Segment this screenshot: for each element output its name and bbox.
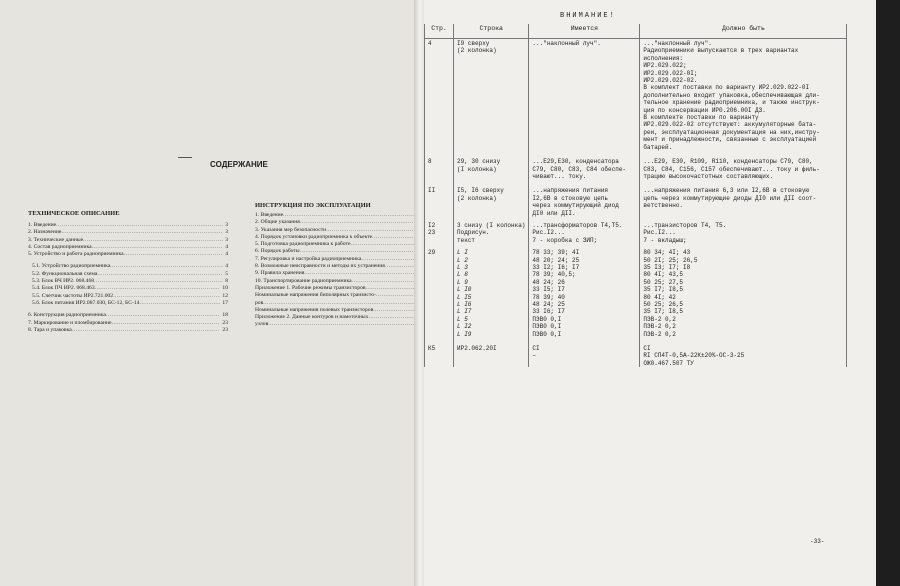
toc-leader [263,300,415,307]
errata-line: 50 25; 26,5 [643,301,684,308]
errata-row [425,186,847,221]
errata-line: Рис.I2... [532,229,565,237]
toc-entry [28,237,228,244]
toc-entry [28,229,228,236]
errata-line: 7 - вкладыш; [643,236,687,244]
errata-line: реи, эксплуатационная документация на них,инстру- [643,128,820,136]
errata-line: L 3 [457,263,468,271]
attention-banner: ВНИМАНИЕ! [560,12,616,20]
errata-line: ИР2.029.022-02. [643,77,698,85]
toc-entry-title: 8. Тара и упаковка [28,326,72,333]
errata-line: 35 I7; I8,5 [643,286,684,294]
errata-row [425,248,847,344]
toc-leader [326,227,415,234]
errata-cell-c2 [454,157,529,186]
toc-entry-page: 23 [222,319,228,326]
errata-cell-c1 [425,221,454,248]
errata-line: L 2 [457,256,468,264]
toc-entry-title: 2. Назначение [28,229,62,236]
errata-line: (2 колонка) [457,47,497,55]
toc-entry-title: 4. Состав радиоприемника [28,243,92,250]
errata-line: 78 33; 39; 4I [532,249,580,257]
left-page [0,0,418,586]
errata-line: 35 I7; I8,5 [643,308,684,316]
tech-description-heading: ТЕХНИЧЕСКОЕ ОПИСАНИЕ [28,210,120,217]
toc-entry-title: 10. Транспортирование радиоприемника [255,277,352,284]
errata-header-row [425,24,847,39]
errata-line: С83, С84, С156, С157 обеспечивают... току и филь- [643,165,820,173]
instructions-toc [255,212,423,329]
errata-line: тельное хранение радиоприемника, и также инструк- [643,99,820,107]
toc-entry-title: 5. Подготовка радиоприемника к работе [255,241,351,248]
errata-cell-c1 [425,157,454,186]
errata-line: ИР2.029.022-02 отсутствуют: аккумуляторные бата- [643,121,817,129]
errata-line: 80 4I; 42 [643,293,676,301]
errata-line: ...напряжения питания 6,3 или I2,6В в стоковую [643,187,810,195]
toc-entry [28,285,228,292]
toc-entry [28,278,228,285]
errata-cell-c4 [640,221,847,248]
errata-row [425,39,847,158]
errata-line: I5, I6 сверху [457,187,504,195]
toc-entry-page: 10 [222,285,228,292]
errata-cell-c2 [454,248,529,344]
errata-line: ИР2.029.022-0I; [643,69,698,77]
errata-line: 33 I6; I7 [532,308,565,316]
errata-line: CI [643,345,651,353]
toc-entry [255,307,423,314]
toc-leader [373,307,415,314]
errata-cell-c3 [529,248,640,344]
errata-cell-c4 [640,248,847,344]
errata-line: L 5 [457,315,468,323]
errata-line: 80 34; 4I; 43 [643,249,691,257]
errata-line: CI [532,345,540,353]
toc-leader [110,263,223,270]
errata-line: ПЭВ-2 0,2 [643,330,676,338]
toc-entry-title: Номинальные напряжения полевых транзисторов [255,306,374,313]
toc-entry-title: 5.5. Счетчик частоты ИР2.721.002 [32,292,114,299]
toc-entry-page: 5 [225,270,228,277]
errata-line: В комплекте поставки по варианту [643,114,759,122]
errata-line: 3 снизу (I колонка) [457,221,526,229]
toc-entry-title: 6. Конструкция радиоприемника [28,312,106,319]
col-page: Стр. [425,24,454,39]
toc-leader [97,271,223,278]
toc-leader [350,241,415,248]
toc-entry-page: 4 [225,251,228,258]
errata-cell-c2 [454,39,529,158]
errata-line: I2 [428,221,436,229]
errata-line: 23 [428,229,436,237]
errata-line: ...Е29,Е30, конденсатора [532,158,619,166]
toc-entry-title: узлов [255,321,269,328]
errata-line: Рис.I2... [643,229,676,237]
toc-entry-title: 5.4. Блок ПЧ ИР2. 068.463 [32,285,95,292]
toc-entry [28,300,228,307]
errata-line: ПЭВ-2 0,2 [643,323,676,331]
toc-entry [255,314,423,321]
errata-line: ДI0 или ДII. [532,209,576,217]
errata-line: L 9 [457,278,468,286]
toc-entry-page: 12 [222,292,228,299]
toc-entry [255,248,423,255]
toc-entry-page: 4 [225,243,228,250]
toc-leader [56,222,223,229]
errata-cell-c3 [529,186,640,221]
contents-title: СОДЕРЖАНИЕ [210,160,268,169]
errata-line: ...Е29, Е30, R109, R110, конденсаторы С79, С80, [643,158,813,166]
toc-leader [113,293,220,300]
toc-entry-title: 5.2. Функциональная схема [32,270,98,277]
errata-line: L I6 [457,301,472,308]
toc-entry-page: 3 [225,236,228,243]
toc-entry-title: 3. Технические данные [28,236,84,243]
errata-line: 33 I2; I6; I7 [532,263,580,271]
toc-leader [83,237,223,244]
errata-line: дополнительно входит упаковка,обеспечивающая дли- [643,91,820,99]
errata-line: I2,6В в стоковую цепь [532,194,609,202]
errata-line: ...напряжения питания [532,187,609,195]
errata-line: через коммутирующий диод [532,202,619,210]
errata-line: 48 24; 25 [532,301,565,308]
errata-line: С79, С80, С83, С84 обеспе- [532,165,627,173]
errata-line: 48 20; 24; 25 [532,256,580,264]
toc-entry-title: 4. Порядок установки радиоприемника к объекте [255,233,373,240]
toc-entry-title: 9. Правила хранения [255,270,305,277]
toc-entry [28,222,228,229]
col-line: Строка [454,24,529,39]
errata-row [425,221,847,248]
errata-line: (2 колонка) [457,194,497,202]
errata-line: (I колонка) [457,165,497,173]
tech-toc [28,222,228,334]
instructions-heading: ИНСТРУКЦИЯ ПО ЭКСПЛУАТАЦИИ [255,202,371,209]
toc-leader [72,327,221,334]
errata-cell-c3 [529,221,640,248]
toc-entry-title: 8. Возможные неисправности и методы их устранения [255,263,385,270]
toc-leader [106,312,221,319]
errata-line: 48 24; 26 [532,278,565,286]
toc-entry-title: 7. Регулировка и настройка радиоприемника [255,255,362,262]
toc-leader [111,320,220,327]
col-correct: Должно быть [640,24,847,39]
toc-leader [268,321,415,328]
divider [178,157,192,158]
toc-entry [255,321,423,328]
errata-cell-c2 [454,221,529,248]
toc-entry-page: 3 [225,222,228,228]
toc-leader [385,263,416,270]
errata-cell-c2 [454,344,529,367]
errata-cell-c3 [529,39,640,158]
errata-line: 35 I3; I7; I8 [643,263,691,271]
errata-line: ...транзисторов Т4, Т5. [643,221,727,229]
errata-line: текст [457,236,476,244]
errata-line: ИР2.062.20I [457,345,497,353]
errata-line: ПЭВ0 0,I [532,315,562,323]
toc-entry [255,292,423,299]
errata-line: ...трансформаторов Т4,Т5. [532,221,623,229]
errata-line: ция по консервации ИР0.206.00I ДЗ. [643,106,766,114]
toc-entry-title: Номинальные напряжения биполярных транзисто- [255,292,376,299]
errata-line: 8 [428,158,432,166]
toc-entry [28,263,228,270]
errata-line: L I [457,249,468,257]
errata-line: L I0 [457,286,472,294]
errata-cell-c4 [640,157,847,186]
toc-leader [352,278,416,285]
errata-cell-c1 [425,39,454,158]
errata-line: I9 сверху [457,40,490,47]
errata-cell-c4 [640,344,847,367]
errata-line: мент и принадлежности, связанные с эксплуатацией [643,136,817,144]
toc-entry-title: 1. Введение [28,222,57,228]
errata-line: L I2 [457,323,472,331]
errata-line: ..."наклонный луч". [643,40,712,47]
toc-leader [372,234,415,241]
toc-entry-page: 23 [222,326,228,333]
errata-line: 29 [428,249,436,257]
toc-leader [300,219,416,226]
errata-line: – [532,352,537,360]
errata-cell-c3 [529,157,640,186]
toc-entry [255,270,423,277]
toc-entry [28,251,228,258]
toc-leader [61,229,223,236]
toc-entry-title: 5.3. Блок ВЧ ИР2. 068.468 [32,278,95,285]
toc-entry [255,256,423,263]
errata-line: ПЭВ0 0,I [532,330,562,338]
toc-entry-title: 1. Введение [255,212,284,218]
toc-entry-page: 17 [222,299,228,306]
toc-entry-title: 7. Маркирование и пломбирование [28,319,112,326]
errata-line: 78 39; 40 [532,293,565,301]
errata-line: К5 [428,345,436,353]
errata-line: батарей. [643,143,673,151]
errata-cell-c3 [529,344,640,367]
page-number: -33- [810,538,825,545]
toc-entry [28,320,228,327]
toc-entry-title: 3. Указания мер безопасности [255,226,327,233]
errata-line: 78 39; 40,5; [532,271,576,279]
errata-table [424,24,847,367]
errata-cell-c1 [425,248,454,344]
errata-line: ПЭВ0 0,I [532,323,562,331]
toc-entry-page: 4 [225,263,228,270]
toc-entry-page: 3 [225,229,228,236]
errata-line: 33 I5; I7 [532,286,565,294]
toc-leader [94,278,223,285]
errata-line: L I7 [457,308,472,316]
toc-entry [28,327,228,334]
errata-cell-c1 [425,186,454,221]
toc-entry-title: ров [255,299,264,306]
toc-entry-title: 5.6. Блок питания ИР2.087.030, БС-12, БС-14 [32,299,140,306]
errata-row [425,344,847,367]
errata-line: ветственно. [643,202,684,210]
errata-line: RI СП4Т-0,5А-22К±20%-ОС-3-25 [643,352,745,360]
errata-line: L I5 [457,293,472,301]
errata-line: В комплект поставки по варианту ИР2.029.022-0I [643,84,810,92]
toc-leader [124,251,224,258]
errata-line: 29, 30 снизу [457,158,501,166]
toc-entry [255,219,423,226]
toc-entry-title: 2. Общие указания [255,219,300,226]
errata-line: чивают... току. [532,172,587,180]
col-printed: Имеется [529,24,640,39]
toc-entry-page: 8 [225,278,228,285]
toc-entry-page: 18 [222,312,228,319]
errata-cell-c1 [425,344,454,367]
errata-line: трацию высокочастотных составляющих. [643,172,774,180]
errata-line: исполнения: [643,54,684,62]
background-edge [876,0,900,586]
toc-entry-title: 5.1. Устройство радиоприемника [32,263,111,270]
toc-entry [255,300,423,307]
errata-line: Подрисун. [457,229,490,237]
toc-entry [255,263,423,270]
toc-entry [28,312,228,319]
errata-line: ОЖ0.467.507 ТУ [643,359,694,367]
errata-cell-c2 [454,186,529,221]
errata-line: 80 4I; 43,5 [643,271,684,279]
toc-entry [28,293,228,300]
toc-leader [304,270,415,277]
errata-line: ИР2.029.022; [643,62,687,70]
toc-leader [300,248,416,255]
errata-line: ПЭВ-2 0,2 [643,315,676,323]
toc-entry-title: 5. Устройство и работа радиоприемника [28,251,124,258]
errata-line: 50 2I; 25; 26,5 [643,256,698,264]
toc-leader [361,256,415,263]
errata-line: L 8 [457,271,468,279]
toc-entry [28,271,228,278]
toc-entry-title: Приложение 2. Данные контуров и намоточных [255,314,369,321]
errata-line: 50 25; 27,5 [643,278,684,286]
errata-row [425,157,847,186]
errata-cell-c4 [640,39,847,158]
errata-line: Радиоприемники выпускаются в трех вариантах [643,47,799,55]
errata-line: L I9 [457,330,472,338]
toc-entry-title: Приложение 1. Рабочие режимы транзисторов [255,284,366,291]
errata-line: цепь через коммутирующие диоды ДI0 или ДII соот- [643,194,817,202]
errata-line: 7 - коробка с ЗИП; [532,236,598,244]
toc-entry [255,227,423,234]
errata-line: II [428,187,436,195]
errata-line: ..."наклонный луч". [532,40,601,47]
errata-line: 4 [428,40,432,47]
errata-cell-c4 [640,186,847,221]
toc-leader [139,300,220,307]
toc-entry-title: 6. Порядок работы [255,248,300,255]
toc-leader [95,285,221,292]
toc-entry [255,278,423,285]
toc-leader [283,212,415,219]
